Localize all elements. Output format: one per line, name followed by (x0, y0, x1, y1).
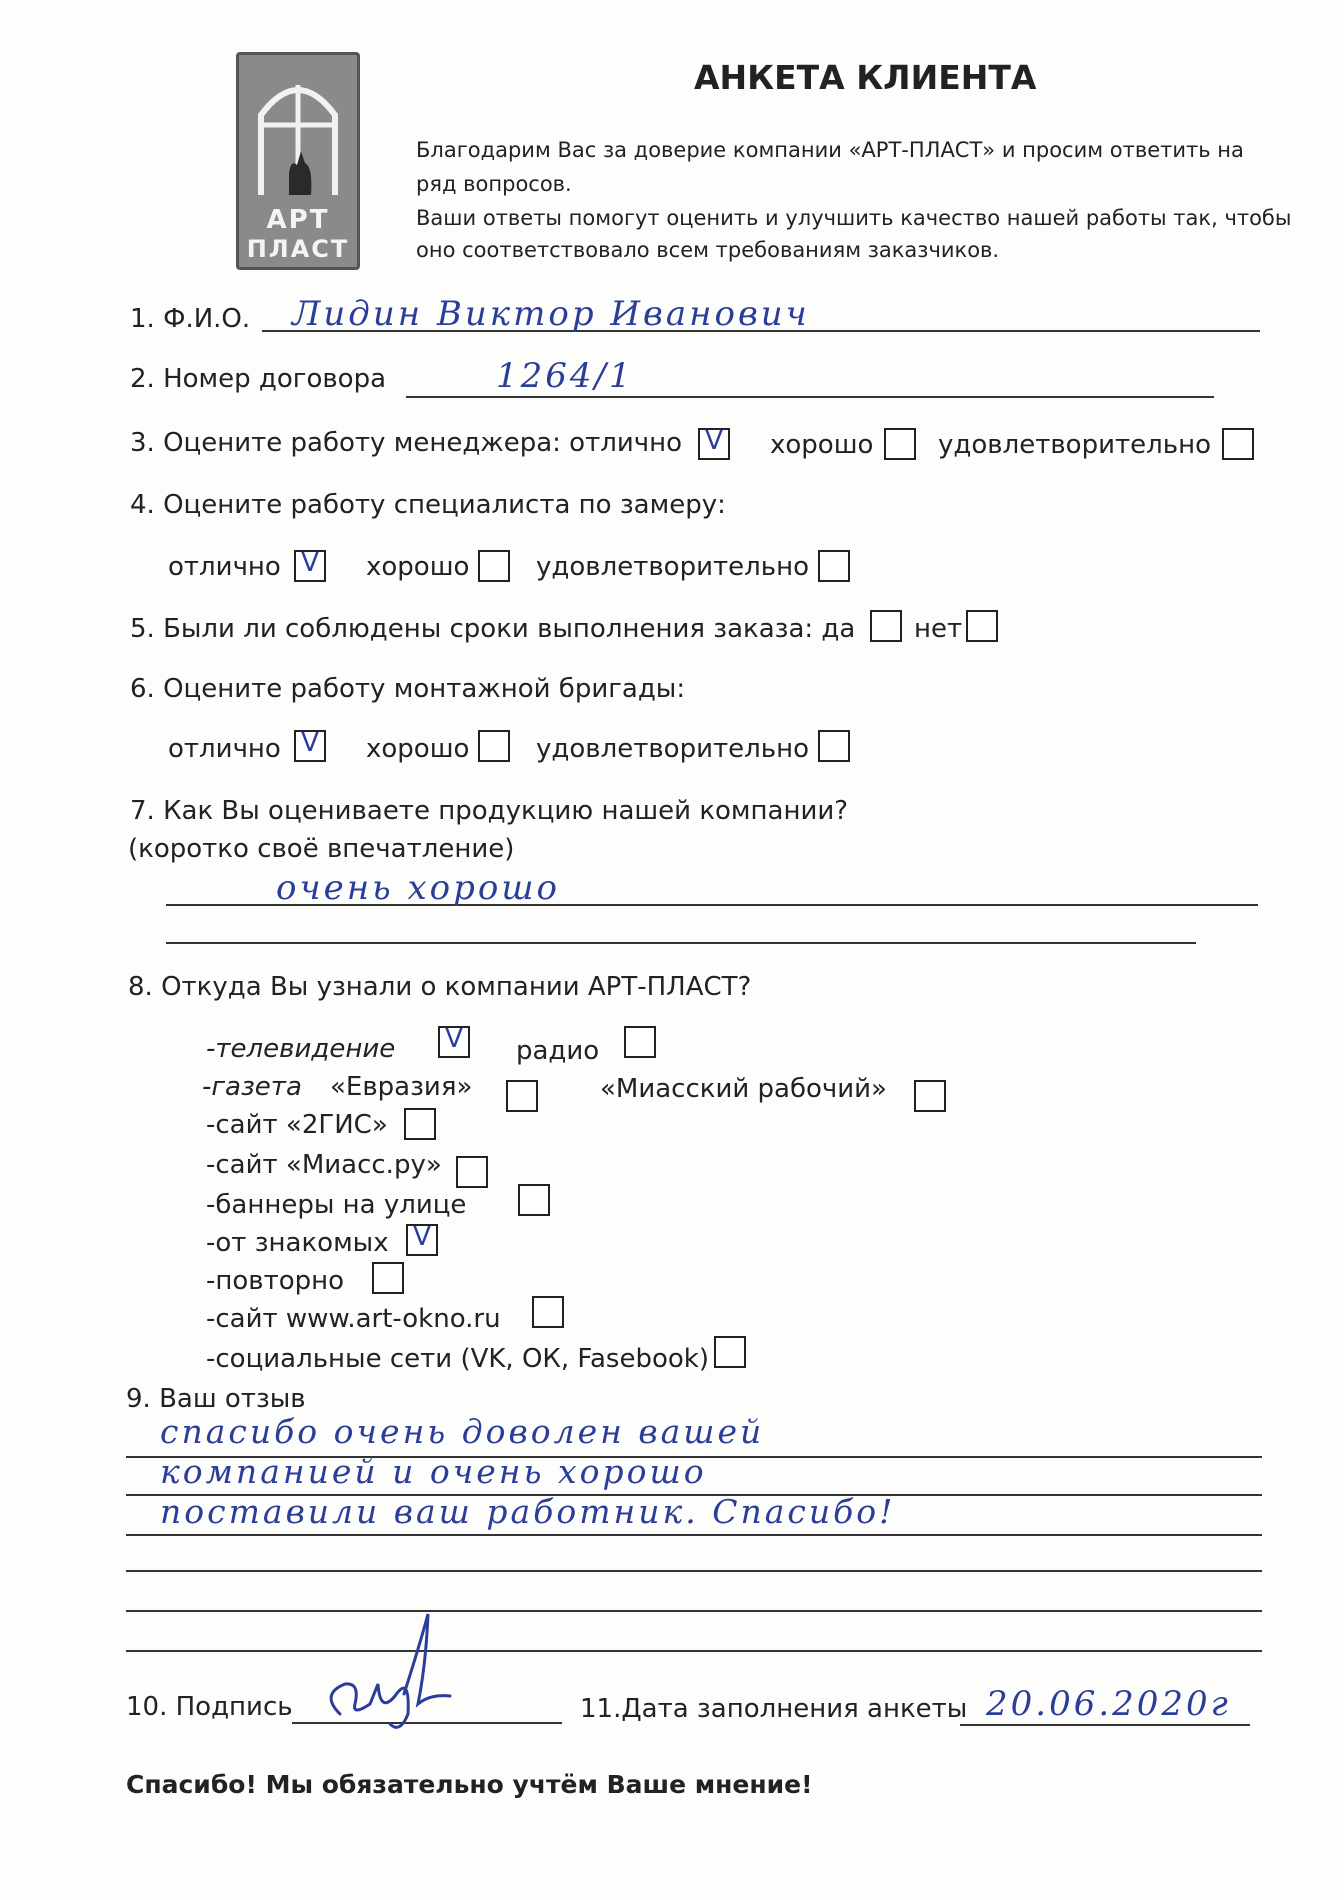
q4-excellent-checkbox[interactable] (294, 550, 326, 582)
q9-review-line3[interactable]: поставили ваш работник. Спасибо! (160, 1492, 896, 1531)
check-mark-icon: V (705, 426, 723, 456)
q2-contract-number-answer[interactable]: 1264/1 (496, 356, 634, 396)
logo-text-art: АРТ (266, 205, 330, 235)
q11-label: 11.Дата заполнения анкеты (580, 1694, 968, 1724)
q7-impression-answer[interactable]: очень хорошо (276, 868, 561, 908)
q8-banners-label: -баннеры на улице (206, 1190, 467, 1220)
q8-site-2gis-checkbox[interactable] (404, 1108, 436, 1140)
q8-friends-checkbox[interactable] (406, 1224, 438, 1256)
q5-label: 5. Были ли соблюдены сроки выполнения заказа: да (130, 614, 856, 644)
q8-repeat-label: -повторно (206, 1266, 345, 1296)
page-title: АНКЕТА КЛИЕНТА (694, 58, 1037, 97)
q1-label: 1. Ф.И.О. (130, 304, 251, 334)
q7-sublabel: (коротко своё впечатление) (128, 834, 515, 864)
q8-repeat-checkbox[interactable] (372, 1262, 404, 1294)
q3-satisfactory-label: удовлетворительно (938, 430, 1211, 460)
q8-newspaper-eurasia-label: «Евразия» (330, 1072, 473, 1102)
q6-label: 6. Оцените работу монтажной бригады: (130, 674, 686, 704)
q1-full-name-answer[interactable]: Лидин Виктор Иванович (292, 294, 810, 334)
q8-tv-checkbox[interactable] (438, 1026, 470, 1058)
check-mark-icon: V (301, 728, 319, 758)
q7-label: 7. Как Вы оцениваете продукцию нашей компании? (130, 796, 849, 826)
q11-date-line (960, 1724, 1250, 1726)
q9-review-line2[interactable]: компанией и очень хорошо (160, 1452, 707, 1491)
q6-satisfactory-checkbox[interactable] (818, 730, 850, 762)
q10-label: 10. Подпись (126, 1692, 293, 1722)
q4-satisfactory-checkbox[interactable] (818, 550, 850, 582)
q8-newspaper-miass-label: «Миасский рабочий» (600, 1074, 887, 1104)
q8-site-2gis-label: -сайт «2ГИС» (206, 1110, 388, 1140)
q8-social-checkbox[interactable] (714, 1336, 746, 1368)
q8-newspaper-miass-checkbox[interactable] (914, 1080, 946, 1112)
q4-satisfactory-label: удовлетворительно (536, 552, 809, 582)
q9-review-underline-6 (126, 1650, 1262, 1652)
intro-text-line2: ряд вопросов. (416, 172, 572, 196)
q6-excellent-label: отлично (168, 734, 281, 764)
q8-site-miass-label: -сайт «Миасс.ру» (206, 1150, 442, 1180)
q3-label: 3. Оцените работу менеджера: отлично (130, 428, 683, 458)
q8-site-miass-checkbox[interactable] (456, 1156, 488, 1188)
q3-excellent-checkbox[interactable] (698, 428, 730, 460)
q9-review-line1[interactable]: спасибо очень доволен вашей (160, 1412, 765, 1451)
q4-excellent-label: отлично (168, 552, 281, 582)
logo-text-plast: ПЛАСТ (246, 235, 350, 263)
q8-banners-checkbox[interactable] (518, 1184, 550, 1216)
q8-site-artokno-checkbox[interactable] (532, 1296, 564, 1328)
intro-text-line3: Ваши ответы помогут оценить и улучшить качество нашей работы так, чтобы (416, 206, 1292, 230)
q3-good-checkbox[interactable] (884, 428, 916, 460)
q5-no-label: нет (914, 614, 963, 644)
q8-site-artokno-label: -сайт www.art-okno.ru (206, 1304, 501, 1334)
intro-text-line4: оно соответствовало всем требованиям заказчиков. (416, 238, 1000, 262)
q5-no-checkbox[interactable] (966, 610, 998, 642)
q8-newspaper-eurasia-checkbox[interactable] (506, 1080, 538, 1112)
q8-tv-label: -телевидение (206, 1034, 396, 1064)
q8-newspaper-prefix: -газета (202, 1072, 302, 1102)
q6-excellent-checkbox[interactable] (294, 730, 326, 762)
handwritten-signature (300, 1604, 470, 1744)
company-logo (236, 52, 360, 270)
q5-yes-checkbox[interactable] (870, 610, 902, 642)
q9-review-underline-5 (126, 1610, 1262, 1612)
q8-label: 8. Откуда Вы узнали о компании АРТ-ПЛАСТ? (128, 972, 752, 1002)
q4-good-checkbox[interactable] (478, 550, 510, 582)
check-mark-icon: V (301, 548, 319, 578)
q8-social-label: -социальные сети (VK, ОК, Fasebook) (206, 1344, 709, 1374)
q4-label: 4. Оцените работу специалиста по замеру: (130, 490, 726, 520)
q9-review-underline-4 (126, 1570, 1262, 1572)
q3-good-label: хорошо (770, 430, 874, 460)
q3-satisfactory-checkbox[interactable] (1222, 428, 1254, 460)
q4-good-label: хорошо (366, 552, 470, 582)
q8-radio-label: радио (516, 1036, 600, 1066)
q8-radio-checkbox[interactable] (624, 1026, 656, 1058)
q7-answer-line-2 (166, 942, 1196, 944)
q2-label: 2. Номер договора (130, 364, 387, 394)
q9-label: 9. Ваш отзыв (126, 1384, 306, 1414)
q9-review-underline-3 (126, 1534, 1262, 1536)
check-mark-icon: V (445, 1024, 463, 1054)
intro-text-line1: Благодарим Вас за доверие компании «АРТ-ПЛАСТ» и просим ответить на (416, 138, 1244, 162)
footer-thanks: Спасибо! Мы обязательно учтём Ваше мнение! (126, 1770, 813, 1799)
q6-satisfactory-label: удовлетворительно (536, 734, 809, 764)
check-mark-icon: V (413, 1222, 431, 1252)
q6-good-label: хорошо (366, 734, 470, 764)
q8-friends-label: -от знакомых (206, 1228, 389, 1258)
q11-date-answer[interactable]: 20.06.2020г (986, 1684, 1231, 1724)
q6-good-checkbox[interactable] (478, 730, 510, 762)
q2-answer-line (406, 396, 1214, 398)
